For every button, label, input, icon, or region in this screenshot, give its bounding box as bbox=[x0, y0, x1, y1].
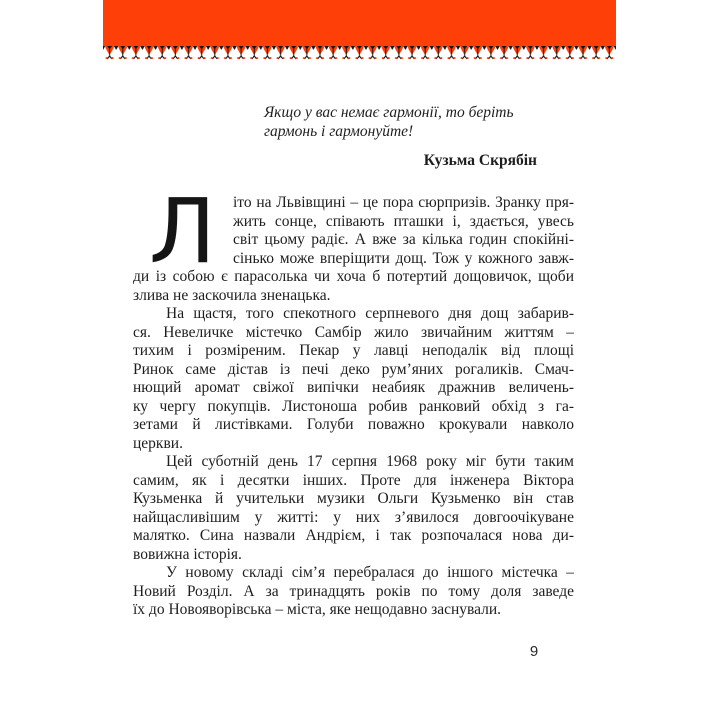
body-line: злива не заскочила зненацька. bbox=[133, 286, 331, 304]
page-number: 9 bbox=[529, 643, 539, 660]
body-line: ся. Невеличке містечко Самбір жило звичайним життям – bbox=[133, 323, 574, 341]
epigraph-line-2: гармонь і гармонуйте! bbox=[264, 123, 414, 140]
body-line: жить сонце, співають пташки і, здається, увесь bbox=[233, 212, 574, 230]
body-line: Ринок саме дістав із печі деко рум’яних рогаликів. Смач- bbox=[133, 360, 574, 378]
body-line: Кузьменка й учительки музики Ольги Кузьменко він став bbox=[133, 490, 574, 507]
paragraph bbox=[133, 564, 574, 620]
top-ornament-band bbox=[103, 0, 616, 46]
body-line: малятко. Сина назвали Андрієм, і так розпочалася нова ди- bbox=[133, 527, 574, 544]
body-line: ди із собою є парасолька чи хоча б потертий дощовичок, щоби bbox=[133, 268, 574, 285]
body-line: сінько може вперіщити дощ. Тож у кожного завж- bbox=[233, 249, 574, 267]
paragraph bbox=[133, 305, 574, 453]
body-line: ку чергу покупців. Листоноша робив ранковий обхід з га- bbox=[133, 397, 574, 415]
body-line: тихим і розміреним. Пекар у лавці неподалік від площі bbox=[133, 342, 574, 359]
body-line: самим, як і десятки інших. Проте для інженера Віктора bbox=[133, 471, 574, 489]
body-line: Новий Розділ. А за тринадцять років по тому доля заведе bbox=[133, 582, 574, 600]
body-line: іто на Львівщині – це пора сюрпризів. Зранку пря- bbox=[233, 194, 574, 211]
epigraph bbox=[264, 103, 541, 170]
body-line: нющий аромат свіжої випічки неабияк дражнив величень- bbox=[133, 379, 574, 396]
body-line: Цей суботній день 17 серпня 1968 року міг бути таким bbox=[166, 453, 574, 470]
body-line: церкви. bbox=[133, 434, 183, 452]
tulip-fringe-icon bbox=[103, 46, 616, 60]
epigraph-attribution: Кузьма Скрябін bbox=[423, 152, 537, 169]
drop-cap: Л bbox=[149, 179, 216, 283]
body-text bbox=[133, 179, 574, 620]
body-line: На щастя, того спекотного серпневого дня дощ забарив- bbox=[166, 305, 574, 322]
body-line: У новому складі сім’я перебралася до іншого містечка – bbox=[166, 564, 574, 581]
body-line: найщасливішим у житті: у них з’явилося довгоочікуване bbox=[133, 508, 574, 526]
epigraph-line-1: Якщо у вас немає гармонії, то беріть bbox=[264, 104, 514, 121]
folk-ornament-border bbox=[103, 46, 616, 60]
body-line: світ цьому радіє. А вже за кілька годин спокійні- bbox=[233, 231, 574, 248]
paragraph bbox=[133, 179, 574, 305]
body-line: зетами й листівками. Голуби поважно крокували навколо bbox=[133, 416, 574, 433]
paragraph bbox=[133, 453, 574, 564]
body-line: їх до Новояворівська – міста, яке нещодавно заснували. bbox=[133, 601, 502, 618]
body-line: вовижна історія. bbox=[133, 545, 242, 563]
